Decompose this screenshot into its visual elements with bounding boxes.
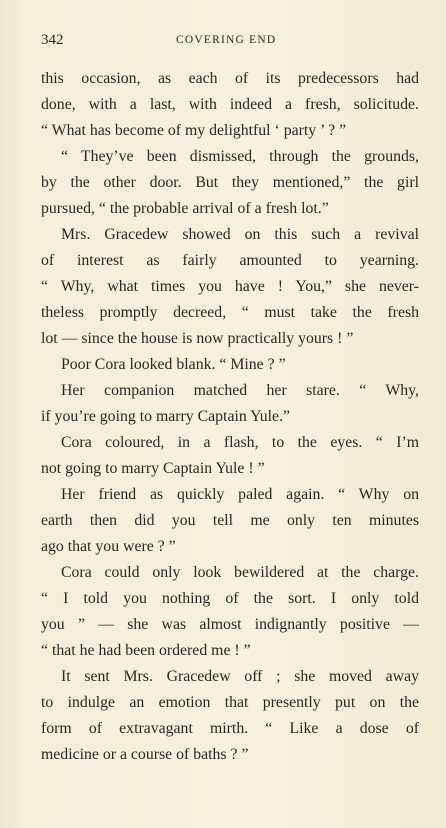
text-line: earth then did you tell me only ten minutes	[41, 512, 419, 529]
text-line: It sent Mrs. Gracedew off ; she moved away	[61, 668, 419, 685]
text-line: Her companion matched her stare. “ Why,	[61, 382, 419, 399]
text-line: “ I told you nothing of the sort. I only told	[41, 590, 419, 607]
text-line: “ They’ve been dismissed, through the grounds,	[61, 148, 419, 165]
body-text	[41, 66, 419, 768]
text-line: you ” — she was almost indignantly positive —	[41, 616, 419, 633]
text-line: “ Why, what times you have ! You,” she never-	[41, 278, 419, 295]
text-line: Mrs. Gracedew showed on this such a revival	[61, 226, 419, 243]
text-line: by the other door. But they mentioned,” the girl	[41, 174, 419, 191]
text-line: “ that he had been ordered me ! ”	[41, 642, 251, 659]
text-line: Her friend as quickly paled again. “ Why on	[61, 486, 419, 503]
text-line: “ What has become of my delightful ‘ party ’ ? ”	[41, 122, 347, 139]
text-line: done, with a last, with indeed a fresh, solicitude.	[41, 96, 419, 113]
text-line: ago that you were ? ”	[41, 538, 176, 555]
text-line: if you’re going to marry Captain Yule.”	[41, 408, 291, 425]
text-line: Cora coloured, in a flash, to the eyes. “ I’m	[61, 434, 419, 451]
text-line: this occasion, as each of its predecessors had	[41, 70, 419, 87]
text-line: theless promptly decreed, “ must take the fresh	[41, 304, 419, 321]
running-head	[41, 32, 418, 52]
text-line: form of extravagant mirth. “ Like a dose of	[41, 720, 419, 737]
text-line: to indulge an emotion that presently put on the	[41, 694, 419, 711]
text-line: lot — since the house is now practically yours ! ”	[41, 330, 354, 347]
page-number: 342	[41, 32, 64, 48]
text-line: of interest as fairly amounted to yearning.	[41, 252, 419, 269]
text-line: pursued, “ the probable arrival of a fresh lot.”	[41, 200, 329, 217]
text-line: not going to marry Captain Yule ! ”	[41, 460, 265, 477]
text-line: Poor Cora looked blank. “ Mine ? ”	[61, 356, 286, 373]
text-line: medicine or a course of baths ? ”	[41, 746, 249, 763]
text-line: Cora could only look bewildered at the charge.	[61, 564, 419, 581]
running-title: COVERING END	[176, 34, 277, 46]
